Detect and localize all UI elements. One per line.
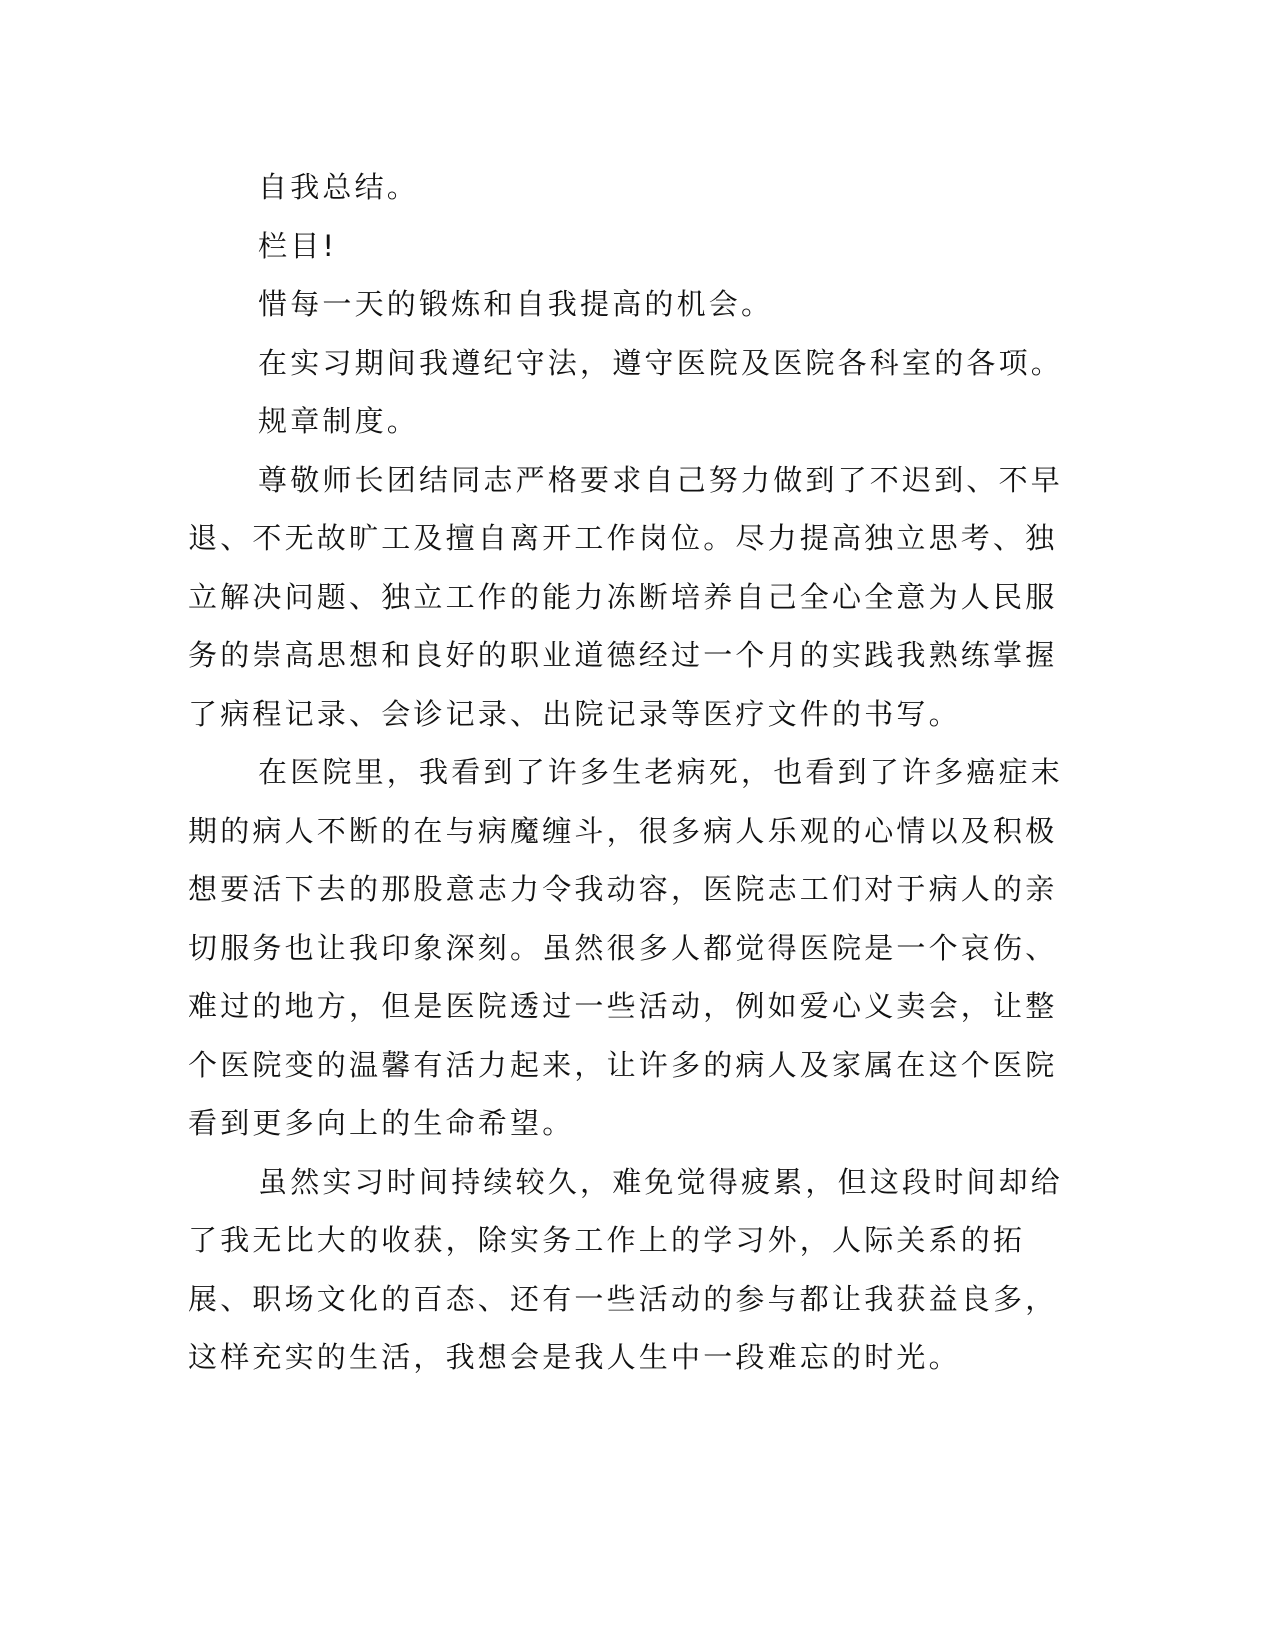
paragraph-conclusion: 虽然实习时间持续较久，难免觉得疲累，但这段时间却给了我无比大的收获，除实务工作上的学习外，人际关系的拓展、职场文化的百态、还有一些活动的参与都让我获益良多，这样充实的生活，我想会是我人生中一段难忘的时光。 (188, 1164, 1064, 1374)
paragraph-discipline: 在实习期间我遵纪守法，遵守医院及医院各科室的各项。 (258, 345, 1064, 380)
document-body (188, 158, 1068, 1387)
paragraph-rules: 规章制度。 (258, 404, 420, 438)
paragraph-title: 自我总结。 (258, 170, 420, 204)
paragraph-column: 栏目! (258, 228, 338, 263)
paragraph-cherish: 惜每一天的锻炼和自我提高的机会。 (258, 287, 774, 321)
paragraph-conduct: 尊敬师长团结同志严格要求自己努力做到了不迟到、不早退、不无故旷工及擅自离开工作岗位。尽力提高独立思考、独立解决问题、独立工作的能力冻断培养自己全心全意为人民服务的崇高思想和良好的职业道德经过一个月的实践我熟练掌握了病程记录、会诊记录、出院记录等医疗文件的书写。 (188, 462, 1064, 731)
paragraph-hospital-experience: 在医院里，我看到了许多生老病死，也看到了许多癌症末期的病人不断的在与病魔缠斗，很多病人乐观的心情以及积极想要活下去的那股意志力令我动容，医院志工们对于病人的亲切服务也让我印象深刻。虽然很多人都觉得医院是一个哀伤、难过的地方，但是医院透过一些活动，例如爱心义卖会，让整个医院变的温馨有活力起来，让许多的病人及家属在这个医院看到更多向上的生命希望。 (188, 755, 1064, 1140)
